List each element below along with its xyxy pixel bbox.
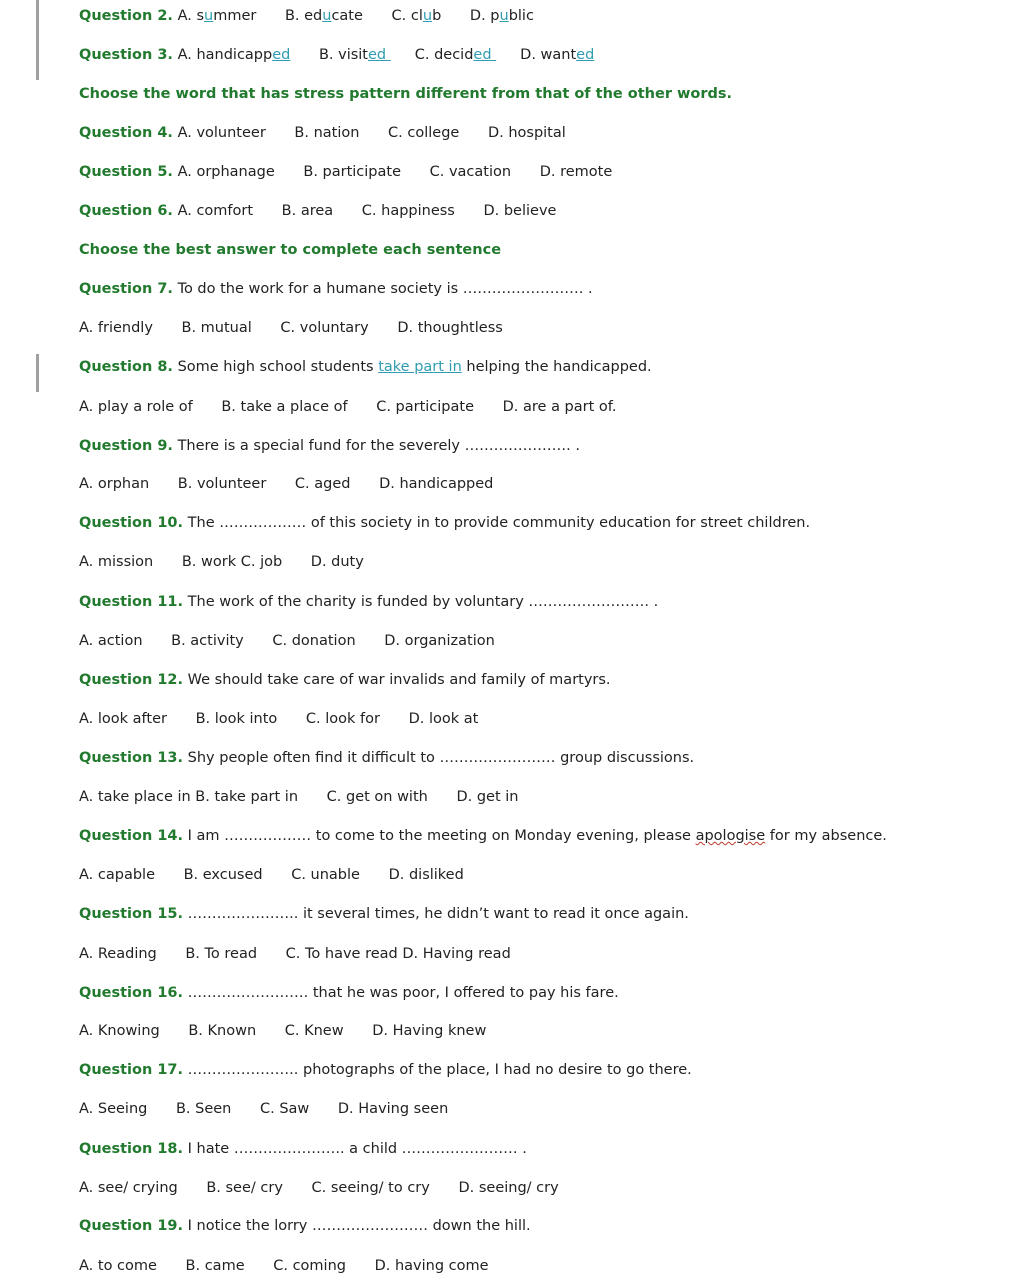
- revision-bar: [36, 0, 39, 80]
- option-a: A. orphan: [79, 476, 150, 492]
- option-b: B. educate: [284, 8, 363, 24]
- option-d: D. disliked: [388, 867, 464, 883]
- question-7: [79, 279, 593, 299]
- question-label: Question 18.: [79, 1141, 184, 1157]
- option-c: C. happiness: [361, 203, 455, 219]
- option-d: D. believe: [483, 203, 557, 219]
- revision-bar: [36, 354, 39, 392]
- option-c: C. coming: [273, 1258, 346, 1274]
- question-13: [79, 748, 694, 768]
- question-4: [79, 123, 590, 143]
- question-label: Question 2.: [79, 8, 173, 24]
- question-9: [79, 436, 580, 456]
- section-heading-best: Choose the best answer to complete each sentence: [79, 242, 502, 258]
- option-b: B. activity: [171, 633, 244, 649]
- question-text: The work of the charity is funded by voluntary ……………………. .: [187, 594, 659, 610]
- question-9-options: [79, 474, 517, 494]
- question-16: [79, 983, 619, 1003]
- option-a: A. Knowing: [79, 1023, 160, 1039]
- option-d: D. organization: [384, 633, 495, 649]
- question-label: Question 11.: [79, 594, 184, 610]
- question-12-options: [79, 709, 502, 729]
- option-a: A. see/ crying: [79, 1180, 178, 1196]
- option-d: D. Having seen: [337, 1101, 449, 1117]
- question-10-options: [79, 552, 388, 572]
- question-18: [79, 1139, 527, 1159]
- option-a: A. Reading: [79, 946, 157, 962]
- option-b: B. area: [281, 203, 334, 219]
- section-heading-stress: Choose the word that has stress pattern different from that of the other words.: [79, 86, 733, 102]
- option-c: C. college: [388, 125, 460, 141]
- question-13-options: [79, 787, 542, 807]
- option-b: B. Known: [188, 1023, 257, 1039]
- question-text: To do the work for a humane society is ……………………. .: [177, 281, 593, 297]
- question-11-options: [79, 631, 519, 651]
- question-label: Question 12.: [79, 672, 184, 688]
- option-a: A. friendly: [79, 320, 153, 336]
- question-text: The ……………… of this society in to provide community education for street children.: [187, 515, 811, 531]
- question-14: [79, 826, 887, 846]
- question-3: [79, 45, 618, 65]
- question-label: Question 19.: [79, 1218, 184, 1234]
- option-a: A. play a role of: [79, 399, 193, 415]
- question-text: We should take care of war invalids and family of martyrs.: [187, 672, 611, 688]
- option-c: C. donation: [272, 633, 356, 649]
- question-8: [79, 357, 652, 377]
- option-c: C. voluntary: [280, 320, 369, 336]
- option-c: C. club: [391, 8, 442, 24]
- question-5: [79, 162, 636, 182]
- option-d: D. get in: [456, 789, 519, 805]
- question-label: Question 3.: [79, 47, 173, 63]
- option-b: B. Seen: [175, 1101, 232, 1117]
- option-d: D. are a part of.: [502, 399, 617, 415]
- option-a: A. mission: [79, 554, 154, 570]
- question-label: Question 7.: [79, 281, 173, 297]
- option-b: B. volunteer: [177, 476, 267, 492]
- option-d: D. thoughtless: [397, 320, 503, 336]
- option-d: D. having come: [374, 1258, 489, 1274]
- option-c: C. vacation: [429, 164, 512, 180]
- option-b: B. see/ cry: [206, 1180, 283, 1196]
- option-d: D. Having knew: [372, 1023, 487, 1039]
- question-label: Question 17.: [79, 1062, 184, 1078]
- option-a: A. action: [79, 633, 143, 649]
- option-c: C. get on with: [326, 789, 428, 805]
- option-c: C. Knew: [284, 1023, 344, 1039]
- option-a: A. capable: [79, 867, 155, 883]
- question-label: Question 6.: [79, 203, 173, 219]
- question-text: for my absence.: [769, 828, 887, 844]
- question-17: [79, 1060, 692, 1080]
- question-17-options: [79, 1099, 472, 1119]
- option-c: C. look for: [305, 711, 380, 727]
- question-19-options: [79, 1256, 513, 1276]
- question-text: ………………….. it several times, he didn’t want to read it once again.: [187, 906, 689, 922]
- option-a: A. orphanage: [177, 164, 275, 180]
- option-b: B. came: [185, 1258, 245, 1274]
- option-c: C. unable: [291, 867, 360, 883]
- option-b: B. nation: [294, 125, 360, 141]
- question-label: Question 5.: [79, 164, 173, 180]
- option-d: D. look at: [408, 711, 479, 727]
- option-a: A. to come: [79, 1258, 157, 1274]
- question-text: I hate ………………….. a child …………………… .: [187, 1141, 527, 1157]
- option-a: A. volunteer: [177, 125, 266, 141]
- question-12: [79, 670, 611, 690]
- question-text: helping the handicapped.: [466, 359, 652, 375]
- option-a: A. handicapped: [177, 47, 291, 63]
- question-text: Shy people often find it difficult to …………………… group discussions.: [187, 750, 695, 766]
- option-d: D. handicapped: [379, 476, 494, 492]
- spellcheck-word: apologise: [695, 828, 766, 844]
- question-label: Question 15.: [79, 906, 184, 922]
- question-text: Some high school students: [177, 359, 374, 375]
- option-c: C. Saw: [259, 1101, 310, 1117]
- option-d: D. seeing/ cry: [458, 1180, 559, 1196]
- question-14-options: [79, 865, 488, 885]
- option-a: A. look after: [79, 711, 167, 727]
- question-11: [79, 592, 658, 612]
- question-label: Question 9.: [79, 438, 173, 454]
- option-a: A. Seeing: [79, 1101, 148, 1117]
- option-c: C. aged: [294, 476, 351, 492]
- option-c: C. decided: [414, 47, 497, 63]
- question-label: Question 4.: [79, 125, 173, 141]
- option-b: B. look into: [195, 711, 278, 727]
- option-b: B. take a place of: [221, 399, 348, 415]
- option-b: B. visited: [318, 47, 391, 63]
- option-d: D. duty: [310, 554, 364, 570]
- question-label: Question 16.: [79, 985, 184, 1001]
- question-label: Question 14.: [79, 828, 184, 844]
- option-b: B. participate: [303, 164, 402, 180]
- option-c-d: C. To have read D. Having read: [285, 946, 511, 962]
- question-10: [79, 513, 810, 533]
- question-15: [79, 904, 689, 924]
- option-b: B. mutual: [181, 320, 252, 336]
- question-label: Question 8.: [79, 359, 173, 375]
- question-19: [79, 1216, 531, 1236]
- question-label: Question 13.: [79, 750, 184, 766]
- option-a-b: A. take place in B. take part in: [79, 789, 299, 805]
- question-text: ………………….. photographs of the place, I had no desire to go there.: [187, 1062, 692, 1078]
- question-text: I notice the lorry …………………… down the hill.: [187, 1218, 531, 1234]
- option-d: D. public: [469, 8, 534, 24]
- underlined-phrase: take part in: [378, 359, 462, 375]
- question-text: There is a special fund for the severely …………………. .: [177, 438, 580, 454]
- option-c: C. seeing/ to cry: [311, 1180, 430, 1196]
- question-label: Question 10.: [79, 515, 184, 531]
- option-d: D. hospital: [487, 125, 566, 141]
- question-7-options: [79, 318, 527, 338]
- option-b: B. To read: [185, 946, 258, 962]
- question-18-options: [79, 1178, 583, 1198]
- option-c: C. participate: [376, 399, 475, 415]
- question-6: [79, 201, 580, 221]
- option-b-c: B. work C. job: [181, 554, 283, 570]
- question-8-options: [79, 397, 640, 417]
- option-d: D. wanted: [520, 47, 595, 63]
- option-d: D. remote: [539, 164, 613, 180]
- question-text: I am ……………… to come to the meeting on Monday evening, please: [187, 828, 691, 844]
- option-a: A. comfort: [177, 203, 254, 219]
- option-a: A. summer: [177, 8, 257, 24]
- question-2: [79, 6, 558, 26]
- option-b: B. excused: [183, 867, 263, 883]
- question-15-options: [79, 944, 535, 964]
- question-16-options: [79, 1021, 510, 1041]
- question-text: ……………………. that he was poor, I offered to pay his fare.: [187, 985, 619, 1001]
